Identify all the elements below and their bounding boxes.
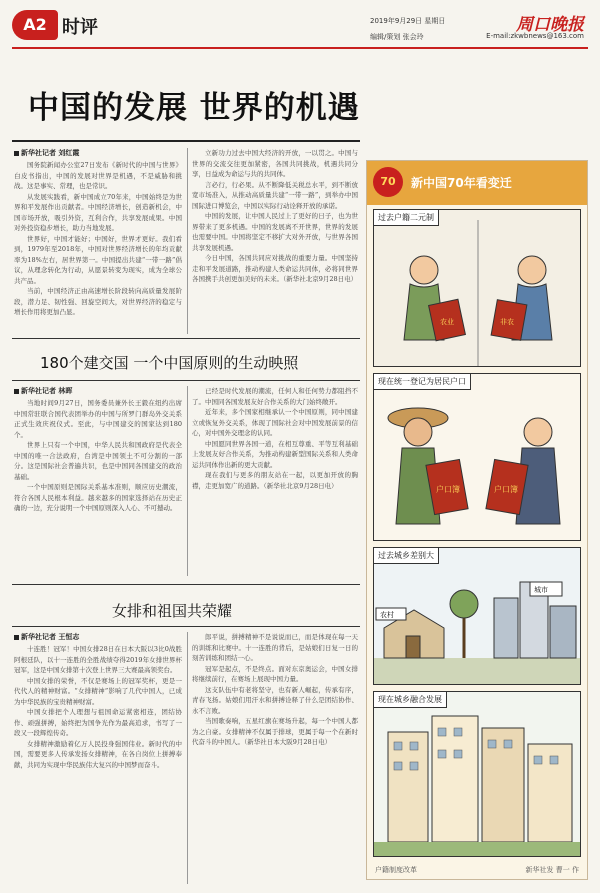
article2-byline: 新华社记者 林晖 <box>14 386 72 396</box>
paragraph: 今日中国，各国共同应对挑战的重要力量。中国坚持走和平发展道路，推动构建人类命运共同体，必将同世界各国携手共创更加美好的未来。（新华社北京9月28日电） <box>192 254 358 283</box>
paragraph: 立新功力过去中国大经济的开放，一以贯之。中国与世界的交流交往更加紧密，各国共同挑战，机遇共同分享，日益成为命运与共的共同体。 <box>192 149 358 178</box>
comic-panel-1 <box>373 209 581 367</box>
paragraph: 现在我们与更多的朋友站在一起，以更加开放的胸襟，走更加宽广的道路。（新华社北京9月28日电） <box>192 471 358 490</box>
comic-banner <box>367 161 587 205</box>
panel-caption: 过去城乡差别大 <box>374 548 439 564</box>
page-header <box>12 10 588 50</box>
panel-2-left-booklet: 户口簿 <box>436 485 460 494</box>
article3-column-left <box>14 644 182 884</box>
comic-strip <box>366 160 588 880</box>
panel-1-illustration <box>374 210 581 367</box>
column-divider <box>187 148 188 334</box>
paragraph: 世界上只有一个中国，中华人民共和国政府是代表全中国的唯一合法政府，台湾是中国领土不可分割的一部分。这是国际社会普遍共识，也是中国同各国建交的政治基础。 <box>14 441 182 481</box>
comic-topic-caption: 户籍制度改革 <box>375 866 417 874</box>
article3-headline: 女排和祖国共荣耀 <box>112 602 233 620</box>
article2-column-left <box>14 398 182 574</box>
paragraph: 已经是时代发展的潮流，任何人和任何势力都阻挡不了。中国同各国发展友好合作关系的大门始终敞开。 <box>192 387 358 406</box>
comic-title: 新中国70年看变迁 <box>411 176 512 190</box>
comic-artist-credit: 新华社发 曹一 作 <box>525 866 579 874</box>
panel-caption: 现在城乡融合发展 <box>374 692 447 708</box>
panel-caption: 过去户籍二元制 <box>374 210 439 226</box>
article3-column-right <box>192 632 358 884</box>
paragraph: 国务院新闻办公室27日发布《新时代的中国与世界》白皮书指出，中国的发展对世界是机遇，不是威胁和挑战。这是事实、常理，也是常识。 <box>14 161 182 190</box>
section-rule <box>12 626 360 627</box>
paragraph: 言必行，行必果。从不断降低关税总水平，到不断放宽市场准入，从推动高质量共建“一带一路”，到举办中国国际进口博览会，中国以实际行动诠释开放的承诺。 <box>192 180 358 210</box>
section-name: 时评 <box>62 17 98 38</box>
editor-email: E-mail:zkwbnews@163.com <box>486 32 584 40</box>
article2-headline: 180个建交国 一个中国原则的生动映照 <box>40 354 299 372</box>
paragraph: 中国女排的荣誉，不仅是赛场上的冠军奖杯，更是一代代人的精神财富。“女排精神”影响了几代中国人，已成为中华民族的宝贵精神财富。 <box>14 676 182 706</box>
anniversary-logo: 70 <box>373 167 403 197</box>
section-rule <box>12 584 360 585</box>
headline-rule <box>12 140 360 142</box>
column-divider <box>187 386 188 576</box>
paragraph: 中国的发展，让中国人民过上了更好的日子，也为世界带来了更多机遇。中国的发展离不开世界，世界的发展也需要中国。中国将坚定不移扩大对外开放，与世界各国共享发展机遇。 <box>192 212 358 252</box>
panel-4-illustration <box>374 692 581 857</box>
article1-column-left <box>14 160 182 330</box>
comic-panel-3 <box>373 547 581 685</box>
page-number-tag: A2 <box>12 10 58 40</box>
paragraph: 中国愿同世界各国一道，在相互尊重、平等互利基础上发展友好合作关系，为推动构建新型国际关系和人类命运共同体作出新的更大贡献。 <box>192 439 358 469</box>
paragraph: 冠军是起点，不是终点。面对东京奥运会，中国女排将继续前行，在赛场上展现中国力量。 <box>192 664 358 683</box>
panel-3-illustration <box>374 548 581 685</box>
header-info <box>328 10 588 50</box>
article2-column-right <box>192 386 358 574</box>
section-rule <box>12 380 360 381</box>
paragraph: 中国女排把个人理想与祖国命运紧密相连，团结协作、顽强拼搏，始终把为国争光作为最高追求，书写了一段又一段辉煌传奇。 <box>14 708 182 737</box>
city-tag: 城市 <box>534 586 548 594</box>
issue-date: 2019年9月29日 星期日 <box>370 17 446 25</box>
paragraph: 当国歌奏响，五星红旗在赛场升起，每一个中国人都为之自豪。女排精神不仅属于排球，更属于每一个在新时代奋斗的中国人。（新华社日本大阪9月28日电） <box>192 717 358 746</box>
panel-1-left-sign: 农业 <box>440 318 454 326</box>
paragraph: 从发展实践看，新中国成立70年来，中国始终是为世界和平发展作出贡献者。中国经济增长，创造新机会，中国市场开放，吸引外资，互利合作，共享发展成果。中国对外投资稳步增长，助力当地发展。 <box>14 192 182 232</box>
header-rule <box>12 47 588 49</box>
panel-caption: 现在统一登记为居民户口 <box>374 374 471 390</box>
comic-panel-4 <box>373 691 581 857</box>
paragraph: 当地时间9月27日，国务委员兼外长王毅在纽约出席中国常驻联合国代表团举办的中国与所罗门群岛外交关系正式生效庆祝仪式。至此，与中国建交的国家达到180个。 <box>14 399 182 439</box>
paragraph: 郎平说，拼搏精神不是说说而已，而是体现在每一天的训练和比赛中。十一连胜的背后，是姑娘们日复一日的刻苦训练和团结一心。 <box>192 633 358 662</box>
panel-1-right-sign: 非农 <box>500 318 514 326</box>
comic-panel-2 <box>373 373 581 541</box>
paragraph: 世界好，中国才能好；中国好，世界才更好。我们看到，1979年至2018年，中国对世界经济增长的年均贡献率为18%左右，居世界第一。中国提出共建“一带一路”倡议，从理念转化为行动，从愿景转变为现实，成为全球公共产品。 <box>14 234 182 285</box>
panel-2-right-booklet: 户口簿 <box>494 485 518 494</box>
editor-credit: 编辑/策划 张会玲 <box>370 33 424 41</box>
article3-byline: 新华社记者 王恒志 <box>14 632 79 642</box>
paragraph: 十连胜！冠军！中国女排28日在日本大阪以3比0战胜阿根廷队，以十一连胜的全胜战绩夺得2019年女排世界杯冠军，这是中国女排第十次登上世界三大赛最高领奖台。 <box>14 645 182 674</box>
paragraph: 女排精神激励着亿万人民投身强国伟业。新时代的中国，需要更多人传承发扬女排精神，在各自岗位上拼搏奉献，共同为实现中华民族伟大复兴的中国梦而奋斗。 <box>14 739 182 769</box>
panel-2-illustration <box>374 374 581 541</box>
paragraph: 这支队伍中有老将坚守，也有新人崛起，传承有序，青春飞扬。姑娘们用汗水和拼搏诠释了什么是团结协作、永不言败。 <box>192 685 358 715</box>
article1-column-right <box>192 148 358 330</box>
paragraph: 当前，中国经济正由高速增长阶段转向高质量发展阶段，潜力足、韧性强、回旋空间大，对世界经济的稳定与增长作用将更加凸显。 <box>14 287 182 316</box>
section-rule <box>12 338 360 339</box>
village-tag: 农村 <box>380 611 394 619</box>
main-headline: 中国的发展 世界的机遇 <box>28 90 360 126</box>
article1-byline: 新华社记者 刘红霞 <box>14 148 79 158</box>
newspaper-brand: 周口晚报 <box>516 15 584 35</box>
paragraph: 一个中国原则是国际关系基本准则，顺应历史潮流，符合各国人民根本利益。越来越多的国家选择站在历史正确的一边，充分说明一个中国原则深入人心、不可撼动。 <box>14 483 182 512</box>
column-divider <box>187 632 188 884</box>
paragraph: 近年来，多个国家相继承认一个中国原则，同中国建立或恢复外交关系，体现了国际社会对中国发展前景的信心，对中国外交理念的认同。 <box>192 408 358 437</box>
